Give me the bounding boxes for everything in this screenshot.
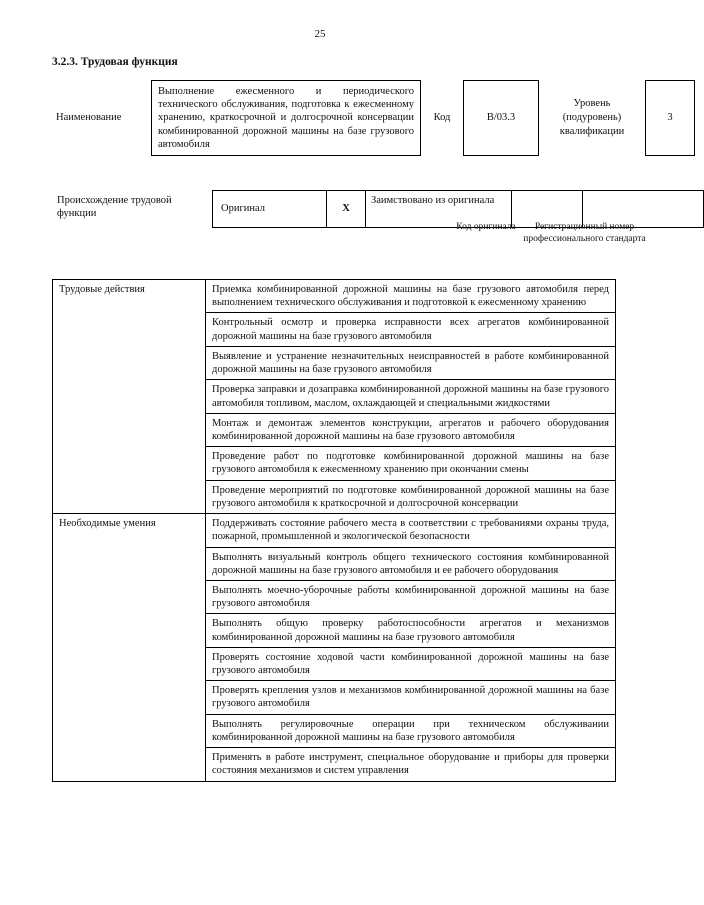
function-name-table (52, 80, 695, 156)
name-value: Выполнение ежесменного и периодического технического обслуживания, подготовка к ежесменному хранению, краткосрочной и долгосрочной консервации комбинированной дорожной машины на базе грузового автомобиля (152, 81, 421, 156)
list-item: Выполнять визуальный контроль общего технического состояния комбинированной дорожной машины на базе грузового автомобиля и ее рабочего оборудования (206, 547, 616, 580)
list-item: Приемка комбинированной дорожной машины на базе грузового автомобиля перед выполнением технического обслуживания и подготовкой к ежесменному хранению (206, 280, 616, 313)
table-row (53, 280, 616, 313)
list-item: Выполнять регулировочные операции при техническом обслуживании комбинированной дорожной машины на базе грузового автомобиля (206, 714, 616, 747)
name-label: Наименование (56, 112, 122, 124)
origin-reg-caption: Регистрационный номер профессионального стандарта (523, 222, 646, 244)
origin-code-caption: Код оригинала (456, 222, 516, 232)
list-item: Проверять состояние ходовой части комбинированной дорожной машины на базе грузового автомобиля (206, 647, 616, 680)
origin-borrowed-cell: Заимствовано из оригинала (366, 191, 512, 228)
list-item: Проверять крепления узлов и механизмов комбинированной дорожной машины на базе грузового автомобиля (206, 681, 616, 714)
code-value: В/03.3 (464, 81, 539, 156)
page-number: 25 (314, 28, 326, 40)
category-title-actions: Трудовые действия (53, 280, 206, 514)
list-item: Выявление и устранение незначительных неисправностей в работе комбинированной дорожной машины на базе грузового автомобиля (206, 346, 616, 379)
list-item: Монтаж и демонтаж элементов конструкции, агрегатов и рабочего оборудования комбинированной дорожной машины на базе грузового автомобиля (206, 413, 616, 446)
origin-original-cell: Оригинал (213, 191, 327, 228)
list-item: Выполнять общую проверку работоспособности агрегатов и механизмов комбинированной дорожной машины на базе грузового автомобиля (206, 614, 616, 647)
origin-label: Происхождение трудовой функции (57, 194, 172, 220)
list-item: Проверка заправки и дозаправка комбинированной дорожной машины на базе грузового автомобиля топливом, маслом, охлаждающей и специальными жидкостями (206, 380, 616, 413)
level-value: 3 (646, 81, 695, 156)
list-item: Применять в работе инструмент, специальное оборудование и приборы для проверки состояния механизмов и систем управления (206, 748, 616, 781)
table-row (52, 81, 695, 156)
list-item: Проведение мероприятий по подготовке комбинированной дорожной машины на базе грузового автомобиля к краткосрочной и долгосрочной консервации (206, 480, 616, 513)
list-item: Контрольный осмотр и проверка исправности всех агрегатов комбинированной дорожной машины на базе грузового автомобиля (206, 313, 616, 346)
origin-mark: X (327, 191, 366, 228)
labor-function-table (52, 279, 616, 782)
table-row (53, 514, 616, 547)
list-item: Выполнять моечно-уборочные работы комбинированной дорожной машины на базе грузового автомобиля (206, 580, 616, 613)
category-title-skills: Необходимые умения (53, 514, 206, 782)
list-item: Поддерживать состояние рабочего места в соответствии с требованиями охраны труда, пожарной, промышленной и экологической безопасности (206, 514, 616, 547)
section-title: 3.2.3. Трудовая функция (52, 56, 178, 68)
level-label: Уровень (подуровень) квалификации (559, 97, 625, 138)
list-item: Проведение работ по подготовке комбинированной дорожной машины на базе грузового автомобиля к ежесменному хранению при окончании смены (206, 447, 616, 480)
code-label: Код (433, 112, 451, 124)
